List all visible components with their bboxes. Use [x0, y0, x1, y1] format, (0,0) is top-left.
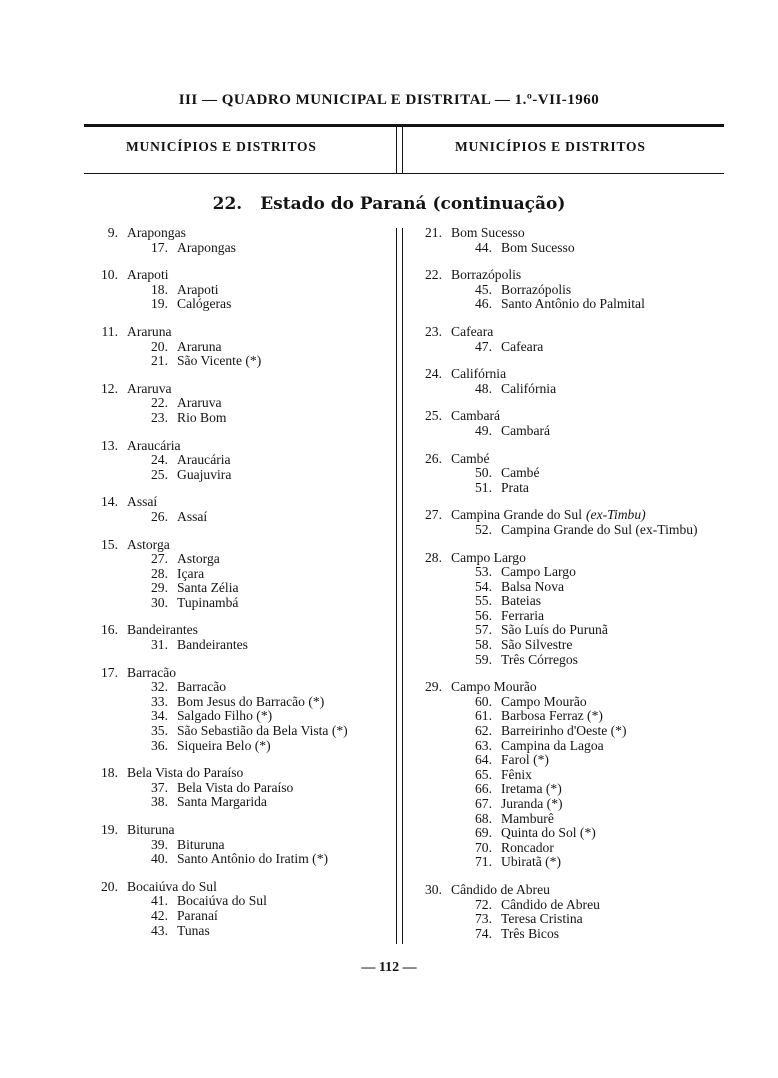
- column-divider: [396, 228, 403, 944]
- district-name: Quinta do Sol (*): [501, 825, 596, 841]
- municipality: [88, 766, 390, 810]
- district-number: 46.: [475, 296, 492, 312]
- district-row: [412, 580, 724, 595]
- district-number: 54.: [475, 578, 492, 594]
- district-number: 62.: [475, 723, 492, 739]
- district-number: 68.: [475, 810, 492, 826]
- municipality-name: Bom Sucesso: [451, 225, 525, 240]
- district-name: Borrazópolis: [501, 281, 572, 297]
- municipality-number: 22.: [425, 267, 442, 283]
- district-name: Salgado Filho (*): [177, 708, 273, 724]
- district-number: 52.: [475, 521, 492, 537]
- municipality: [88, 538, 390, 611]
- district-name: Campina da Lagoa: [501, 737, 604, 753]
- district-number: 44.: [475, 239, 492, 255]
- municipality: [412, 883, 724, 941]
- district-number: 71.: [475, 854, 492, 870]
- municipality: [412, 325, 724, 354]
- section-title-text: Estado do Paraná (continuação): [260, 194, 566, 214]
- municipality-number: 28.: [425, 549, 442, 565]
- section-number: 22.: [212, 194, 243, 214]
- district-name: Bituruna: [177, 836, 225, 852]
- district-row: [412, 466, 724, 481]
- municipality-number: 14.: [101, 494, 118, 510]
- district-name: Assaí: [177, 508, 208, 524]
- district-number: 45.: [475, 281, 492, 297]
- district-name: São Vicente (*): [177, 353, 262, 369]
- district-row: [412, 382, 724, 397]
- district-name: Tupinambá: [177, 594, 239, 610]
- district-row: [412, 709, 724, 724]
- district-row: [88, 894, 390, 909]
- municipality-name: Bandeirantes: [127, 622, 198, 638]
- municipality-row: [88, 766, 390, 781]
- district-number: 28.: [151, 565, 168, 581]
- municipality-row: [412, 367, 724, 382]
- left-column: [88, 226, 390, 951]
- municipality-number: 30.: [425, 881, 442, 897]
- district-row: [412, 739, 724, 754]
- municipality-row: [412, 551, 724, 566]
- district-number: 60.: [475, 693, 492, 709]
- district-name: Campo Mourão: [501, 693, 587, 709]
- municipality-number: 23.: [425, 323, 442, 339]
- municipality-row: [412, 409, 724, 424]
- district-number: 74.: [475, 925, 492, 941]
- district-row: [88, 838, 390, 853]
- district-name: Balsa Nova: [501, 578, 565, 594]
- district-number: 19.: [151, 296, 168, 312]
- municipality: [412, 508, 724, 537]
- district-row: [412, 898, 724, 913]
- district-number: 22.: [151, 395, 168, 411]
- district-name: Tunas: [177, 922, 210, 938]
- district-number: 58.: [475, 637, 492, 653]
- district-number: 47.: [475, 338, 492, 354]
- municipality-name: Araruna: [127, 323, 172, 339]
- municipality: [88, 268, 390, 312]
- municipality-name: Bela Vista do Paraíso: [127, 765, 244, 781]
- district-name: Içara: [177, 565, 205, 581]
- municipality-name: Astorga: [127, 536, 170, 552]
- municipality-name: Bituruna: [127, 822, 175, 837]
- district-number: 59.: [475, 651, 492, 667]
- municipality: [88, 439, 390, 483]
- district-row: [88, 638, 390, 653]
- district-name: Farol (*): [501, 752, 549, 768]
- district-number: 57.: [475, 622, 492, 638]
- district-number: 38.: [151, 794, 168, 810]
- column-heading-left: MUNICÍPIOS E DISTRITOS: [126, 139, 317, 154]
- district-name: Ferraria: [501, 607, 545, 623]
- district-row: [412, 724, 724, 739]
- municipality-name: Barracão: [127, 664, 177, 680]
- district-name: São Sebastião da Bela Vista (*): [177, 723, 348, 739]
- district-number: 63.: [475, 737, 492, 753]
- district-name: Santo Antônio do Iratim (*): [177, 851, 329, 867]
- municipality-row: [88, 382, 390, 397]
- district-number: 31.: [151, 637, 168, 653]
- district-row: [412, 609, 724, 624]
- district-name: Arapoti: [177, 281, 219, 297]
- district-number: 49.: [475, 422, 492, 438]
- district-name: Calógeras: [177, 296, 232, 312]
- running-head: III — QUADRO MUNICIPAL E DISTRITAL — 1.º-VII-1960: [178, 92, 600, 108]
- district-number: 42.: [151, 907, 168, 923]
- municipality-row: [88, 268, 390, 283]
- district-name: Três Bicos: [501, 925, 560, 941]
- district-row: [88, 340, 390, 355]
- district-name: Barracão: [177, 679, 227, 695]
- district-row: [412, 695, 724, 710]
- district-number: 35.: [151, 723, 168, 739]
- municipality-row: [88, 623, 390, 638]
- municipality-note: (ex-Timbu): [586, 507, 646, 523]
- municipality-name: Campo Mourão: [451, 679, 537, 695]
- district-name: São Silvestre: [501, 637, 573, 653]
- district-number: 32.: [151, 679, 168, 695]
- district-row: [412, 753, 724, 768]
- municipality: [88, 623, 390, 652]
- district-row: [412, 768, 724, 783]
- municipality-name: Borrazópolis: [451, 267, 522, 283]
- district-name: Bela Vista do Paraíso: [177, 779, 294, 795]
- municipality: [88, 226, 390, 255]
- district-number: 43.: [151, 922, 168, 938]
- district-name: Juranda (*): [501, 796, 563, 811]
- section-title: [0, 194, 778, 214]
- district-number: 69.: [475, 825, 492, 841]
- district-row: [88, 695, 390, 710]
- district-number: 39.: [151, 836, 168, 852]
- district-number: 27.: [151, 551, 168, 567]
- district-name: Ubiratã (*): [501, 854, 562, 870]
- district-number: 33.: [151, 693, 168, 709]
- district-row: [412, 297, 724, 312]
- municipality-name: Assaí: [127, 494, 158, 510]
- district-name: Mamburê: [501, 810, 554, 826]
- district-number: 26.: [151, 508, 168, 524]
- district-name: Astorga: [177, 551, 220, 567]
- district-row: [412, 912, 724, 927]
- municipality-name: Bocaiúva do Sul: [127, 878, 217, 894]
- district-number: 24.: [151, 452, 168, 468]
- municipality-number: 20.: [101, 878, 118, 894]
- district-row: [88, 354, 390, 369]
- district-number: 66.: [475, 781, 492, 797]
- municipality-number: 26.: [425, 450, 442, 466]
- district-number: 51.: [475, 479, 492, 495]
- district-number: 29.: [151, 580, 168, 596]
- district-name: Bom Sucesso: [501, 239, 575, 255]
- municipality-row: [88, 226, 390, 241]
- municipality-name: Campina Grande do Sul: [451, 507, 583, 523]
- district-number: 17.: [151, 239, 168, 255]
- district-row: [88, 552, 390, 567]
- district-name: Barbosa Ferraz (*): [501, 708, 603, 724]
- municipality: [88, 325, 390, 369]
- district-number: 67.: [475, 796, 492, 811]
- district-number: 70.: [475, 839, 492, 855]
- municipality-name: Cafeara: [451, 323, 494, 339]
- municipality: [88, 495, 390, 524]
- municipality-row: [412, 452, 724, 467]
- district-name: Campina Grande do Sul (ex-Timbu): [501, 521, 698, 537]
- district-name: Guajuvira: [177, 466, 232, 482]
- municipality-number: 9.: [107, 225, 118, 240]
- district-row: [412, 653, 724, 668]
- district-row: [88, 596, 390, 611]
- municipality: [88, 666, 390, 754]
- district-name: Cafeara: [501, 338, 544, 354]
- municipality-number: 18.: [101, 765, 118, 781]
- municipality: [412, 268, 724, 312]
- municipality-name: Cândido de Abreu: [451, 881, 550, 897]
- district-row: [412, 565, 724, 580]
- district-number: 37.: [151, 779, 168, 795]
- right-column: [412, 226, 724, 954]
- district-row: [412, 594, 724, 609]
- district-row: [88, 453, 390, 468]
- header-rule-top: [84, 124, 724, 127]
- municipality-number: 19.: [101, 822, 118, 837]
- municipality: [88, 823, 390, 867]
- district-number: 56.: [475, 607, 492, 623]
- district-name: Cambé: [501, 465, 540, 481]
- district-row: [412, 797, 724, 812]
- district-name: Araruva: [177, 395, 222, 411]
- municipality: [88, 382, 390, 426]
- district-name: São Luís do Purunã: [501, 622, 608, 638]
- district-number: 20.: [151, 338, 168, 354]
- header-rule-bottom: [84, 173, 724, 174]
- district-row: [88, 781, 390, 796]
- district-name: Arapongas: [177, 239, 236, 255]
- district-row: [88, 411, 390, 426]
- municipality: [412, 409, 724, 438]
- district-name: Três Córregos: [501, 651, 578, 667]
- district-name: Califórnia: [501, 380, 557, 396]
- municipality-row: [88, 325, 390, 340]
- municipality-row: [88, 880, 390, 895]
- municipality-number: 13.: [101, 437, 118, 453]
- district-row: [88, 396, 390, 411]
- municipality: [412, 680, 724, 870]
- district-number: 64.: [475, 752, 492, 768]
- municipality-number: 12.: [101, 380, 118, 396]
- district-name: Prata: [501, 479, 529, 495]
- municipality-row: [88, 538, 390, 553]
- district-name: Barreirinho d'Oeste (*): [501, 723, 627, 739]
- district-name: Bocaiúva do Sul: [177, 893, 267, 909]
- district-row: [88, 709, 390, 724]
- district-name: Araruna: [177, 338, 222, 354]
- municipality-row: [88, 666, 390, 681]
- municipality-number: 24.: [425, 366, 442, 382]
- district-row: [412, 481, 724, 496]
- district-row: [412, 283, 724, 298]
- district-row: [88, 852, 390, 867]
- district-name: Campo Largo: [501, 564, 576, 580]
- district-number: 41.: [151, 893, 168, 909]
- district-row: [412, 638, 724, 653]
- district-row: [88, 795, 390, 810]
- column-heading-right: MUNICÍPIOS E DISTRITOS: [455, 139, 646, 154]
- municipality-name: Arapoti: [127, 267, 169, 283]
- district-row: [412, 623, 724, 638]
- municipality-number: 15.: [101, 536, 118, 552]
- municipality-name: Araucária: [127, 437, 181, 453]
- municipality-number: 27.: [425, 507, 442, 523]
- district-row: [412, 241, 724, 256]
- municipality-number: 11.: [101, 323, 118, 339]
- municipality-name: Campo Largo: [451, 549, 526, 565]
- district-row: [88, 283, 390, 298]
- district-name: Santo Antônio do Palmital: [501, 296, 645, 312]
- district-row: [412, 424, 724, 439]
- municipality-number: 16.: [101, 622, 118, 638]
- district-row: [412, 841, 724, 856]
- district-number: 25.: [151, 466, 168, 482]
- municipality-row: [412, 268, 724, 283]
- district-number: 36.: [151, 737, 168, 753]
- district-name: Bom Jesus do Barracão (*): [177, 693, 325, 709]
- district-row: [88, 909, 390, 924]
- municipality-row: [88, 439, 390, 454]
- district-name: Santa Zélia: [177, 580, 239, 596]
- municipality: [88, 880, 390, 938]
- district-row: [88, 924, 390, 939]
- district-number: 65.: [475, 766, 492, 782]
- municipality: [412, 367, 724, 396]
- district-number: 23.: [151, 409, 168, 425]
- district-row: [412, 340, 724, 355]
- municipality: [412, 452, 724, 496]
- district-number: 21.: [151, 353, 168, 369]
- district-name: Siqueira Belo (*): [177, 737, 271, 753]
- municipality-row: [412, 226, 724, 241]
- district-name: Iretama (*): [501, 781, 562, 797]
- district-name: Cândido de Abreu: [501, 896, 600, 912]
- district-number: 30.: [151, 594, 168, 610]
- district-name: Bateias: [501, 593, 542, 609]
- municipality-name: Cambé: [451, 450, 490, 466]
- page-number: — 112 —: [361, 960, 417, 975]
- district-row: [412, 927, 724, 942]
- district-row: [412, 812, 724, 827]
- municipality-row: [88, 823, 390, 838]
- district-name: Araucária: [177, 452, 231, 468]
- district-number: 40.: [151, 851, 168, 867]
- district-row: [88, 297, 390, 312]
- district-row: [88, 241, 390, 256]
- district-name: Fênix: [501, 766, 532, 782]
- district-name: Paranaí: [177, 907, 218, 923]
- district-row: [88, 468, 390, 483]
- municipality-number: 29.: [425, 679, 442, 695]
- municipality-row: [88, 495, 390, 510]
- municipality-number: 17.: [101, 664, 118, 680]
- municipality-row: [412, 680, 724, 695]
- district-number: 73.: [475, 911, 492, 927]
- district-name: Santa Margarida: [177, 794, 267, 810]
- municipality-name: Cambará: [451, 408, 501, 424]
- district-row: [88, 739, 390, 754]
- municipality-number: 10.: [101, 267, 118, 283]
- district-row: [412, 826, 724, 841]
- municipality: [412, 226, 724, 255]
- district-row: [412, 782, 724, 797]
- district-row: [88, 510, 390, 525]
- district-row: [412, 855, 724, 870]
- district-row: [412, 523, 724, 538]
- district-name: Teresa Cristina: [501, 911, 583, 927]
- district-name: Bandeirantes: [177, 637, 248, 653]
- municipality-row: [412, 325, 724, 340]
- district-number: 34.: [151, 708, 168, 724]
- municipality-name: Araruva: [127, 380, 172, 396]
- column-divider-header: [396, 124, 403, 174]
- district-row: [88, 581, 390, 596]
- municipality-row: [412, 508, 724, 523]
- municipality-number: 25.: [425, 408, 442, 424]
- district-number: 50.: [475, 465, 492, 481]
- district-name: Rio Bom: [177, 409, 227, 425]
- district-number: 53.: [475, 564, 492, 580]
- district-row: [88, 724, 390, 739]
- district-name: Cambará: [501, 422, 551, 438]
- district-number: 55.: [475, 593, 492, 609]
- district-number: 72.: [475, 896, 492, 912]
- district-row: [88, 567, 390, 582]
- municipality: [412, 551, 724, 668]
- district-row: [88, 680, 390, 695]
- municipality-name: Arapongas: [127, 225, 186, 240]
- district-name: Roncador: [501, 839, 554, 855]
- district-number: 61.: [475, 708, 492, 724]
- municipality-name: Califórnia: [451, 366, 507, 382]
- district-number: 18.: [151, 281, 168, 297]
- municipality-row: [412, 883, 724, 898]
- municipality-number: 21.: [425, 225, 442, 240]
- district-number: 48.: [475, 380, 492, 396]
